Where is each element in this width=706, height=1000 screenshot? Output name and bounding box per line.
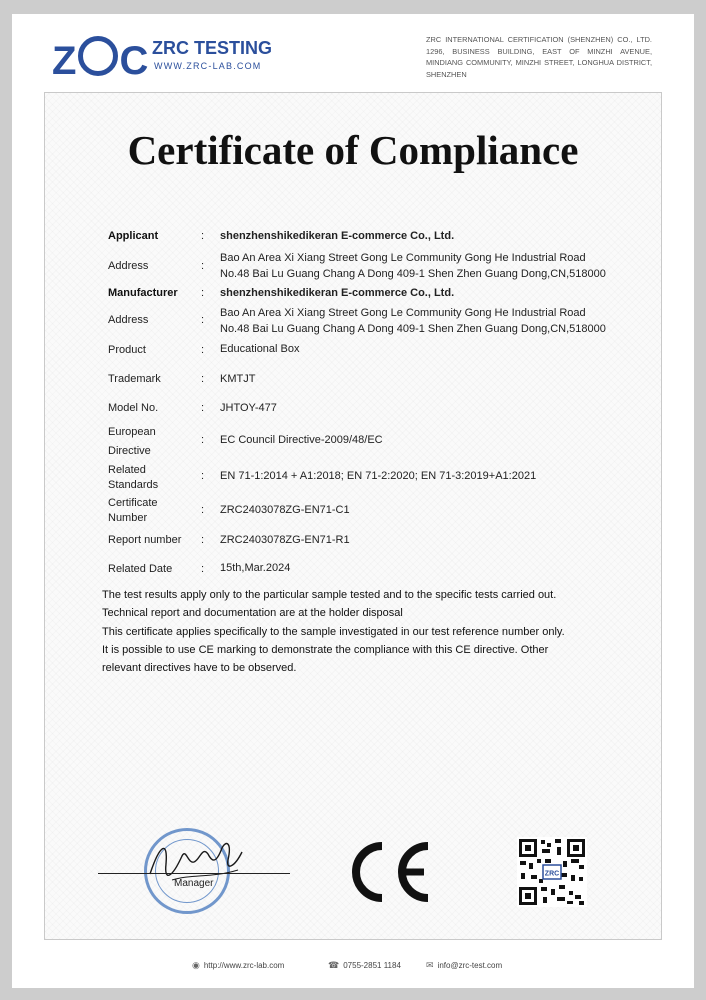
signatory-role: Manager — [174, 878, 214, 889]
address-line-1: Bao An Area Xi Xiang Street Gong Le Community Gong He Industrial Road — [220, 307, 586, 319]
brand-name: ZRC TESTING — [152, 38, 272, 58]
address-line-2: No.48 Bai Lu Guang Chang A Dong 409-1 Shen Zhen Guang Dong,CN,518000 — [220, 268, 606, 280]
product-value: Educational Box — [220, 343, 300, 355]
trademark-value: KMTJT — [220, 373, 256, 385]
compliance-statement — [102, 586, 582, 677]
colon: : — [201, 260, 205, 272]
cert-number-label-line-1: Certificate — [108, 497, 158, 509]
company-address: ZRC INTERNATIONAL CERTIFICATION (SHENZHEN) CO., LTD. 1296, BUSINESS BUILDING, EAST OF MINZHI AVENUE, MINDIANG COMMUNITY, MINZHI STREET, LONGHUA DISTRICT, SHENZHEN — [426, 35, 652, 79]
report-number-label: Report number — [108, 534, 182, 546]
model-label: Model No. — [108, 402, 159, 414]
colon: : — [201, 470, 205, 482]
statement-line: The test results apply only to the particular sample tested and to the specific tests carried out. — [102, 589, 557, 601]
cert-number-value: ZRC2403078ZG-EN71-C1 — [220, 504, 350, 516]
applicant-label: Applicant — [108, 230, 159, 242]
address-label: Address — [108, 260, 149, 272]
colon: : — [201, 504, 205, 516]
footer-email — [426, 960, 502, 971]
certificate-title: Certificate of Compliance — [127, 127, 579, 173]
address-label: Address — [108, 314, 149, 326]
applicant-value: shenzhenshikedikeran E-commerce Co., Ltd. — [220, 230, 455, 242]
statement-line: It is possible to use CE marking to demonstrate the compliance with this CE directive. Other — [102, 643, 549, 656]
colon: : — [201, 344, 205, 356]
manufacturer-value: shenzhenshikedikeran E-commerce Co., Ltd. — [220, 287, 455, 299]
statement-line: This certificate applies specifically to the sample investigated in our test reference number only. — [102, 625, 565, 638]
manufacturer-label: Manufacturer — [108, 287, 178, 299]
colon: : — [201, 230, 205, 242]
signature-line — [98, 873, 290, 874]
standards-label-line-2: Standards — [108, 479, 159, 491]
email-icon: ✉ — [426, 960, 434, 970]
report-number-value: ZRC2403078ZG-EN71-R1 — [220, 534, 350, 546]
zrc-logo: Z C — [52, 36, 149, 81]
brand-website: WWW.ZRC-LAB.COM — [154, 61, 262, 71]
address-line — [220, 250, 606, 282]
directive-value: EC Council Directive-2009/48/EC — [220, 434, 383, 446]
directive-label-line-1: European — [108, 426, 156, 438]
standards-value: EN 71-1:2014 + A1:2018; EN 71-2:2020; EN 71-3:2019+A1:2021 — [220, 470, 537, 482]
standards-label — [108, 463, 158, 493]
colon: : — [201, 534, 205, 546]
trademark-label: Trademark — [108, 373, 161, 385]
footer-email-text: info@zrc-test.com — [437, 961, 503, 970]
colon: : — [201, 314, 205, 326]
footer-phone — [328, 960, 401, 971]
certificate-page — [12, 14, 694, 988]
statement-line: relevant directives have to be observed. — [102, 662, 297, 675]
related-date-label: Related Date — [108, 563, 173, 575]
colon: : — [201, 287, 205, 299]
globe-icon: ◉ — [192, 960, 200, 970]
ce-mark-icon — [342, 840, 434, 904]
phone-icon: ☎ — [328, 960, 340, 970]
model-value: JHTOY-477 — [220, 402, 277, 414]
product-label: Product — [108, 344, 146, 356]
colon: : — [201, 373, 205, 385]
footer-website — [192, 960, 284, 971]
cert-number-label-line-2: Number — [108, 512, 148, 524]
directive-label-line-2: Directive — [108, 445, 151, 457]
qr-code-icon — [517, 837, 587, 907]
footer-website-text: http://www.zrc-lab.com — [203, 961, 285, 970]
colon: : — [201, 402, 205, 414]
colon: : — [201, 563, 205, 575]
address-line — [220, 305, 606, 337]
related-date-value: 15th,Mar.2024 — [220, 562, 291, 574]
address-line-1: Bao An Area Xi Xiang Street Gong Le Community Gong He Industrial Road — [220, 252, 586, 264]
address-line-2: No.48 Bai Lu Guang Chang A Dong 409-1 Shen Zhen Guang Dong,CN,518000 — [220, 323, 606, 335]
statement-line: Technical report and documentation are at the holder disposal — [102, 607, 403, 620]
footer-phone-text: 0755-2851 1184 — [343, 961, 401, 970]
cert-number-label — [108, 496, 158, 526]
standards-label-line-1: Related — [108, 464, 146, 476]
svg-text:ZRC: ZRC — [544, 870, 560, 878]
directive-label — [108, 423, 156, 461]
colon: : — [201, 434, 205, 446]
